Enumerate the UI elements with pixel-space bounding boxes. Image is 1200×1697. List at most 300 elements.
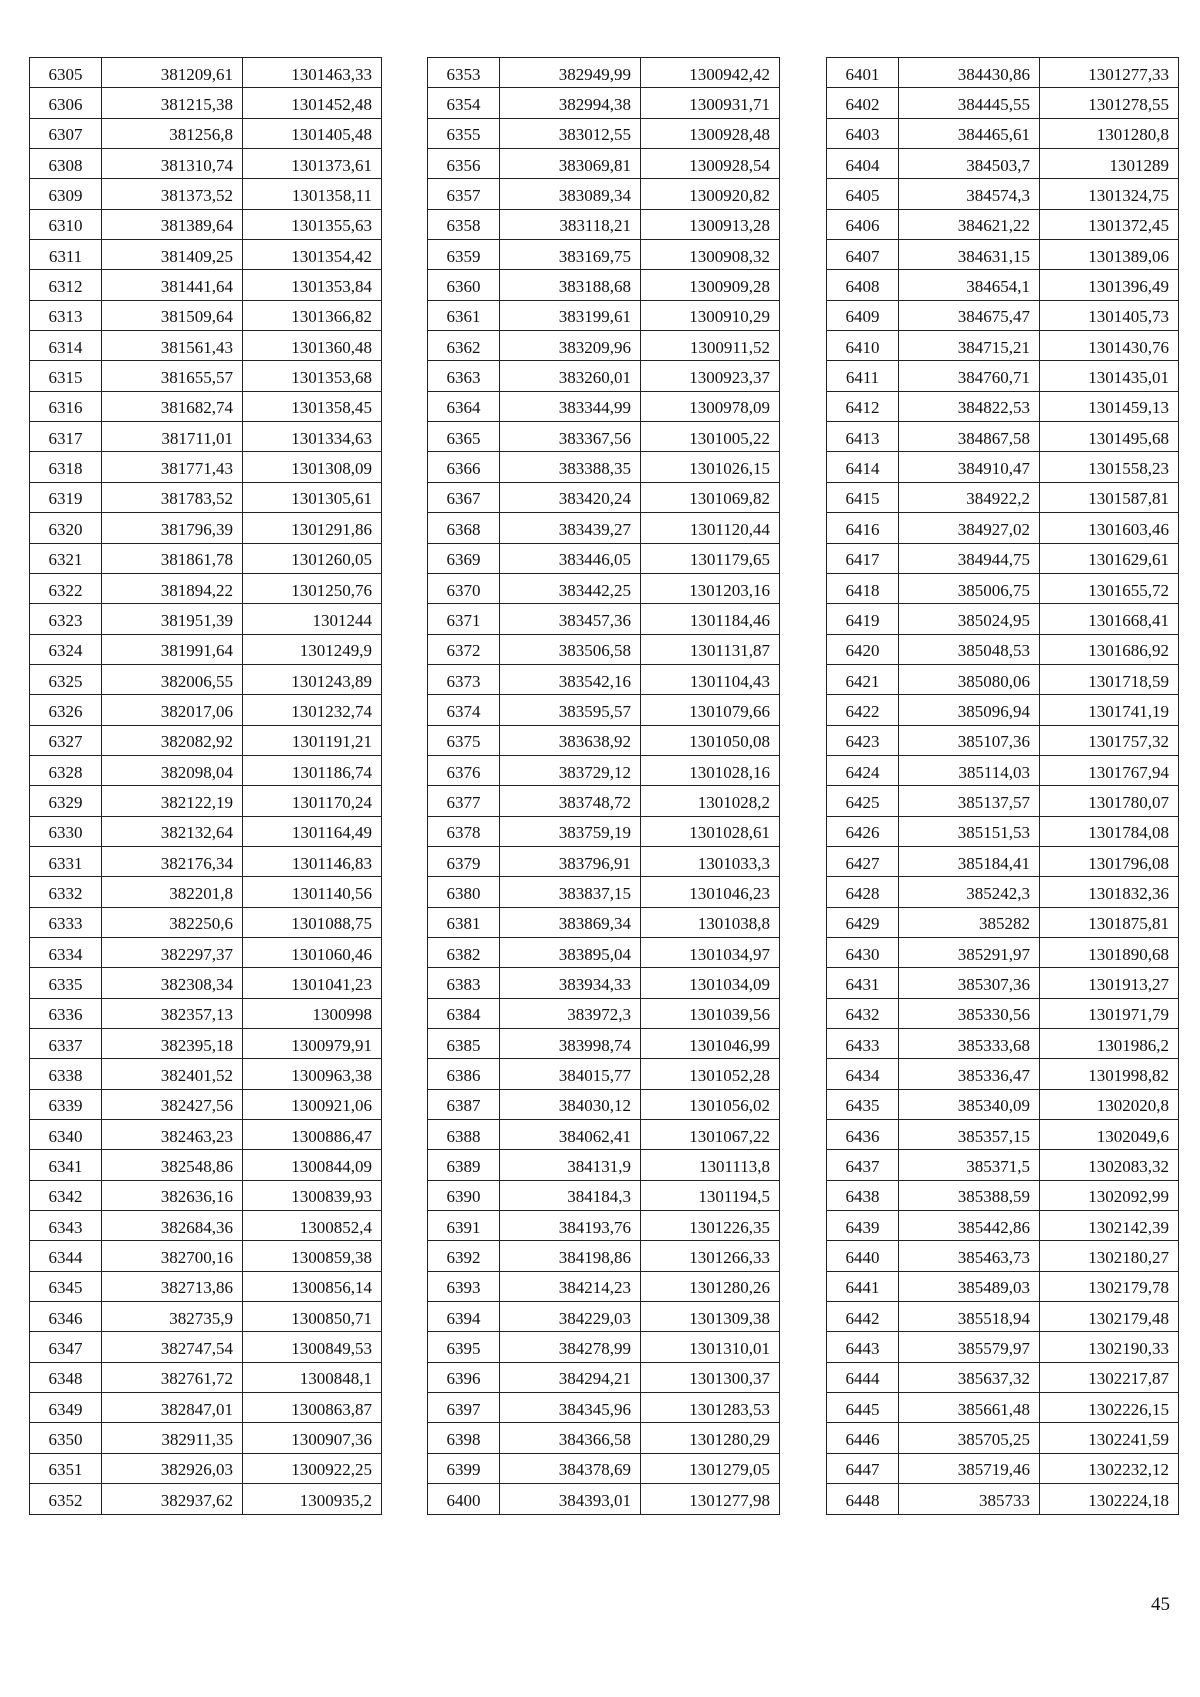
x-coordinate-cell: 382713,86 bbox=[102, 1271, 243, 1301]
x-coordinate-cell: 381991,64 bbox=[102, 634, 243, 664]
table-row bbox=[827, 1120, 1179, 1150]
y-coordinate-cell: 1301060,46 bbox=[243, 937, 382, 967]
table-row bbox=[428, 118, 780, 148]
x-coordinate-cell: 382098,04 bbox=[102, 755, 243, 785]
x-coordinate-cell: 381894,22 bbox=[102, 573, 243, 603]
point-number-cell: 6432 bbox=[827, 998, 899, 1028]
y-coordinate-cell: 1300928,54 bbox=[641, 149, 780, 179]
table-row bbox=[827, 1211, 1179, 1241]
point-number-cell: 6430 bbox=[827, 937, 899, 967]
x-coordinate-cell: 385151,53 bbox=[899, 816, 1040, 846]
x-coordinate-cell: 384574,3 bbox=[899, 179, 1040, 209]
point-number-cell: 6381 bbox=[428, 907, 500, 937]
x-coordinate-cell: 383439,27 bbox=[500, 513, 641, 543]
y-coordinate-cell: 1300931,71 bbox=[641, 88, 780, 118]
point-number-cell: 6339 bbox=[30, 1089, 102, 1119]
point-number-cell: 6419 bbox=[827, 604, 899, 634]
y-coordinate-cell: 1302217,87 bbox=[1040, 1362, 1179, 1392]
table-row bbox=[30, 1059, 382, 1089]
table-row bbox=[428, 543, 780, 573]
table-row bbox=[827, 695, 1179, 725]
y-coordinate-cell: 1300935,2 bbox=[243, 1484, 382, 1514]
table-row bbox=[30, 968, 382, 998]
point-number-cell: 6425 bbox=[827, 786, 899, 816]
x-coordinate-cell: 385388,59 bbox=[899, 1180, 1040, 1210]
y-coordinate-cell: 1301629,61 bbox=[1040, 543, 1179, 573]
table-row bbox=[428, 331, 780, 361]
y-coordinate-cell: 1301558,23 bbox=[1040, 452, 1179, 482]
table-row bbox=[428, 209, 780, 239]
point-number-cell: 6416 bbox=[827, 513, 899, 543]
point-number-cell: 6426 bbox=[827, 816, 899, 846]
table-row bbox=[30, 1393, 382, 1423]
table-row bbox=[428, 1332, 780, 1362]
point-number-cell: 6384 bbox=[428, 998, 500, 1028]
x-coordinate-cell: 384030,12 bbox=[500, 1089, 641, 1119]
x-coordinate-cell: 384654,1 bbox=[899, 270, 1040, 300]
y-coordinate-cell: 1301069,82 bbox=[641, 482, 780, 512]
x-coordinate-cell: 384715,21 bbox=[899, 331, 1040, 361]
x-coordinate-cell: 385114,03 bbox=[899, 755, 1040, 785]
x-coordinate-cell: 385357,15 bbox=[899, 1120, 1040, 1150]
y-coordinate-cell: 1301780,07 bbox=[1040, 786, 1179, 816]
table-row bbox=[827, 877, 1179, 907]
table-row bbox=[30, 634, 382, 664]
point-number-cell: 6319 bbox=[30, 482, 102, 512]
y-coordinate-cell: 1300920,82 bbox=[641, 179, 780, 209]
table-row bbox=[30, 846, 382, 876]
point-number-cell: 6405 bbox=[827, 179, 899, 209]
y-coordinate-cell: 1300963,38 bbox=[243, 1059, 382, 1089]
point-number-cell: 6361 bbox=[428, 300, 500, 330]
x-coordinate-cell: 381215,38 bbox=[102, 88, 243, 118]
y-coordinate-cell: 1300886,47 bbox=[243, 1120, 382, 1150]
point-number-cell: 6323 bbox=[30, 604, 102, 634]
coordinate-table-body bbox=[30, 58, 382, 1515]
point-number-cell: 6414 bbox=[827, 452, 899, 482]
table-row bbox=[30, 725, 382, 755]
point-number-cell: 6394 bbox=[428, 1302, 500, 1332]
point-number-cell: 6399 bbox=[428, 1453, 500, 1483]
y-coordinate-cell: 1301767,94 bbox=[1040, 755, 1179, 785]
x-coordinate-cell: 383729,12 bbox=[500, 755, 641, 785]
table-row bbox=[827, 452, 1179, 482]
y-coordinate-cell: 1300922,25 bbox=[243, 1453, 382, 1483]
y-coordinate-cell: 1301278,55 bbox=[1040, 88, 1179, 118]
x-coordinate-cell: 383895,04 bbox=[500, 937, 641, 967]
y-coordinate-cell: 1301120,44 bbox=[641, 513, 780, 543]
x-coordinate-cell: 384445,55 bbox=[899, 88, 1040, 118]
coordinate-table-1 bbox=[29, 57, 382, 1515]
x-coordinate-cell: 381951,39 bbox=[102, 604, 243, 634]
x-coordinate-cell: 385096,94 bbox=[899, 695, 1040, 725]
table-row bbox=[428, 604, 780, 634]
point-number-cell: 6345 bbox=[30, 1271, 102, 1301]
y-coordinate-cell: 1300921,06 bbox=[243, 1089, 382, 1119]
y-coordinate-cell: 1301034,97 bbox=[641, 937, 780, 967]
point-number-cell: 6367 bbox=[428, 482, 500, 512]
table-row bbox=[827, 482, 1179, 512]
table-row bbox=[827, 422, 1179, 452]
table-row bbox=[827, 664, 1179, 694]
table-row bbox=[30, 1453, 382, 1483]
x-coordinate-cell: 385442,86 bbox=[899, 1211, 1040, 1241]
y-coordinate-cell: 1300908,32 bbox=[641, 240, 780, 270]
point-number-cell: 6347 bbox=[30, 1332, 102, 1362]
point-number-cell: 6407 bbox=[827, 240, 899, 270]
x-coordinate-cell: 384621,22 bbox=[899, 209, 1040, 239]
table-row bbox=[30, 1362, 382, 1392]
y-coordinate-cell: 1301890,68 bbox=[1040, 937, 1179, 967]
coordinate-table-body bbox=[428, 58, 780, 1515]
x-coordinate-cell: 382636,16 bbox=[102, 1180, 243, 1210]
y-coordinate-cell: 1301603,46 bbox=[1040, 513, 1179, 543]
y-coordinate-cell: 1301913,27 bbox=[1040, 968, 1179, 998]
point-number-cell: 6377 bbox=[428, 786, 500, 816]
table-row bbox=[428, 1089, 780, 1119]
table-row bbox=[30, 513, 382, 543]
table-row bbox=[827, 968, 1179, 998]
x-coordinate-cell: 383089,34 bbox=[500, 179, 641, 209]
x-coordinate-cell: 383972,3 bbox=[500, 998, 641, 1028]
x-coordinate-cell: 383209,96 bbox=[500, 331, 641, 361]
x-coordinate-cell: 385307,36 bbox=[899, 968, 1040, 998]
table-row bbox=[30, 149, 382, 179]
point-number-cell: 6349 bbox=[30, 1393, 102, 1423]
point-number-cell: 6360 bbox=[428, 270, 500, 300]
x-coordinate-cell: 383069,81 bbox=[500, 149, 641, 179]
point-number-cell: 6344 bbox=[30, 1241, 102, 1271]
point-number-cell: 6373 bbox=[428, 664, 500, 694]
y-coordinate-cell: 1301232,74 bbox=[243, 695, 382, 725]
point-number-cell: 6370 bbox=[428, 573, 500, 603]
point-number-cell: 6343 bbox=[30, 1211, 102, 1241]
x-coordinate-cell: 383542,16 bbox=[500, 664, 641, 694]
x-coordinate-cell: 384910,47 bbox=[899, 452, 1040, 482]
y-coordinate-cell: 1301358,45 bbox=[243, 391, 382, 421]
x-coordinate-cell: 385107,36 bbox=[899, 725, 1040, 755]
x-coordinate-cell: 381256,8 bbox=[102, 118, 243, 148]
x-coordinate-cell: 384214,23 bbox=[500, 1271, 641, 1301]
y-coordinate-cell: 1302179,48 bbox=[1040, 1302, 1179, 1332]
x-coordinate-cell: 384198,86 bbox=[500, 1241, 641, 1271]
table-row bbox=[30, 209, 382, 239]
table-row bbox=[827, 513, 1179, 543]
y-coordinate-cell: 1300979,91 bbox=[243, 1029, 382, 1059]
table-row bbox=[428, 1393, 780, 1423]
y-coordinate-cell: 1301131,87 bbox=[641, 634, 780, 664]
point-number-cell: 6366 bbox=[428, 452, 500, 482]
x-coordinate-cell: 384675,47 bbox=[899, 300, 1040, 330]
table-row bbox=[30, 907, 382, 937]
y-coordinate-cell: 1301334,63 bbox=[243, 422, 382, 452]
x-coordinate-cell: 384922,2 bbox=[899, 482, 1040, 512]
point-number-cell: 6439 bbox=[827, 1211, 899, 1241]
x-coordinate-cell: 382463,23 bbox=[102, 1120, 243, 1150]
point-number-cell: 6368 bbox=[428, 513, 500, 543]
x-coordinate-cell: 384430,86 bbox=[899, 58, 1040, 88]
x-coordinate-cell: 382926,03 bbox=[102, 1453, 243, 1483]
table-row bbox=[428, 786, 780, 816]
point-number-cell: 6440 bbox=[827, 1241, 899, 1271]
table-row bbox=[827, 1029, 1179, 1059]
point-number-cell: 6387 bbox=[428, 1089, 500, 1119]
table-row bbox=[30, 695, 382, 725]
table-row bbox=[428, 1211, 780, 1241]
table-row bbox=[827, 755, 1179, 785]
point-number-cell: 6315 bbox=[30, 361, 102, 391]
y-coordinate-cell: 1301310,01 bbox=[641, 1332, 780, 1362]
table-row bbox=[428, 1271, 780, 1301]
x-coordinate-cell: 383169,75 bbox=[500, 240, 641, 270]
point-number-cell: 6388 bbox=[428, 1120, 500, 1150]
point-number-cell: 6437 bbox=[827, 1150, 899, 1180]
y-coordinate-cell: 1301986,2 bbox=[1040, 1029, 1179, 1059]
point-number-cell: 6434 bbox=[827, 1059, 899, 1089]
x-coordinate-cell: 382250,6 bbox=[102, 907, 243, 937]
table-row bbox=[428, 1362, 780, 1392]
y-coordinate-cell: 1301260,05 bbox=[243, 543, 382, 573]
table-row bbox=[827, 391, 1179, 421]
table-row bbox=[428, 1120, 780, 1150]
point-number-cell: 6327 bbox=[30, 725, 102, 755]
x-coordinate-cell: 381771,43 bbox=[102, 452, 243, 482]
point-number-cell: 6333 bbox=[30, 907, 102, 937]
table-row bbox=[827, 1453, 1179, 1483]
table-row bbox=[428, 1150, 780, 1180]
point-number-cell: 6357 bbox=[428, 179, 500, 209]
table-row bbox=[428, 634, 780, 664]
x-coordinate-cell: 382176,34 bbox=[102, 846, 243, 876]
table-row bbox=[827, 1302, 1179, 1332]
point-number-cell: 6423 bbox=[827, 725, 899, 755]
point-number-cell: 6382 bbox=[428, 937, 500, 967]
x-coordinate-cell: 383998,74 bbox=[500, 1029, 641, 1059]
x-coordinate-cell: 385184,41 bbox=[899, 846, 1040, 876]
x-coordinate-cell: 382911,35 bbox=[102, 1423, 243, 1453]
point-number-cell: 6320 bbox=[30, 513, 102, 543]
table-row bbox=[827, 937, 1179, 967]
y-coordinate-cell: 1301354,42 bbox=[243, 240, 382, 270]
table-row bbox=[30, 482, 382, 512]
x-coordinate-cell: 383420,24 bbox=[500, 482, 641, 512]
table-row bbox=[30, 816, 382, 846]
x-coordinate-cell: 383367,56 bbox=[500, 422, 641, 452]
y-coordinate-cell: 1301686,92 bbox=[1040, 634, 1179, 664]
y-coordinate-cell: 1301300,37 bbox=[641, 1362, 780, 1392]
point-number-cell: 6371 bbox=[428, 604, 500, 634]
table-row bbox=[827, 240, 1179, 270]
y-coordinate-cell: 1301283,53 bbox=[641, 1393, 780, 1423]
x-coordinate-cell: 385006,75 bbox=[899, 573, 1040, 603]
table-row bbox=[827, 1393, 1179, 1423]
point-number-cell: 6316 bbox=[30, 391, 102, 421]
x-coordinate-cell: 381441,64 bbox=[102, 270, 243, 300]
x-coordinate-cell: 385518,94 bbox=[899, 1302, 1040, 1332]
y-coordinate-cell: 1302232,12 bbox=[1040, 1453, 1179, 1483]
y-coordinate-cell: 1301279,05 bbox=[641, 1453, 780, 1483]
point-number-cell: 6341 bbox=[30, 1150, 102, 1180]
table-row bbox=[428, 1302, 780, 1332]
x-coordinate-cell: 382847,01 bbox=[102, 1393, 243, 1423]
y-coordinate-cell: 1301067,22 bbox=[641, 1120, 780, 1150]
point-number-cell: 6314 bbox=[30, 331, 102, 361]
table-row bbox=[30, 391, 382, 421]
y-coordinate-cell: 1301028,2 bbox=[641, 786, 780, 816]
y-coordinate-cell: 1301046,99 bbox=[641, 1029, 780, 1059]
y-coordinate-cell: 1301971,79 bbox=[1040, 998, 1179, 1028]
point-number-cell: 6318 bbox=[30, 452, 102, 482]
point-number-cell: 6356 bbox=[428, 149, 500, 179]
x-coordinate-cell: 383199,61 bbox=[500, 300, 641, 330]
table-row bbox=[428, 482, 780, 512]
point-number-cell: 6369 bbox=[428, 543, 500, 573]
table-row bbox=[428, 695, 780, 725]
table-row bbox=[827, 118, 1179, 148]
y-coordinate-cell: 1301757,32 bbox=[1040, 725, 1179, 755]
table-row bbox=[30, 240, 382, 270]
point-number-cell: 6383 bbox=[428, 968, 500, 998]
y-coordinate-cell: 1301005,22 bbox=[641, 422, 780, 452]
x-coordinate-cell: 385024,95 bbox=[899, 604, 1040, 634]
x-coordinate-cell: 383012,55 bbox=[500, 118, 641, 148]
table-row bbox=[428, 573, 780, 603]
table-row bbox=[428, 907, 780, 937]
x-coordinate-cell: 382401,52 bbox=[102, 1059, 243, 1089]
table-row bbox=[30, 331, 382, 361]
y-coordinate-cell: 1300978,09 bbox=[641, 391, 780, 421]
table-row bbox=[30, 270, 382, 300]
x-coordinate-cell: 382122,19 bbox=[102, 786, 243, 816]
x-coordinate-cell: 383796,91 bbox=[500, 846, 641, 876]
point-number-cell: 6308 bbox=[30, 149, 102, 179]
table-row bbox=[827, 786, 1179, 816]
point-number-cell: 6358 bbox=[428, 209, 500, 239]
x-coordinate-cell: 384760,71 bbox=[899, 361, 1040, 391]
y-coordinate-cell: 1301373,61 bbox=[243, 149, 382, 179]
point-number-cell: 6421 bbox=[827, 664, 899, 694]
point-number-cell: 6364 bbox=[428, 391, 500, 421]
x-coordinate-cell: 385333,68 bbox=[899, 1029, 1040, 1059]
point-number-cell: 6409 bbox=[827, 300, 899, 330]
x-coordinate-cell: 382427,56 bbox=[102, 1089, 243, 1119]
y-coordinate-cell: 1301266,33 bbox=[641, 1241, 780, 1271]
table-row bbox=[428, 179, 780, 209]
y-coordinate-cell: 1301039,56 bbox=[641, 998, 780, 1028]
y-coordinate-cell: 1301170,24 bbox=[243, 786, 382, 816]
point-number-cell: 6321 bbox=[30, 543, 102, 573]
y-coordinate-cell: 1300923,37 bbox=[641, 361, 780, 391]
point-number-cell: 6431 bbox=[827, 968, 899, 998]
x-coordinate-cell: 385719,46 bbox=[899, 1453, 1040, 1483]
point-number-cell: 6445 bbox=[827, 1393, 899, 1423]
point-number-cell: 6365 bbox=[428, 422, 500, 452]
table-row bbox=[428, 1423, 780, 1453]
point-number-cell: 6433 bbox=[827, 1029, 899, 1059]
point-number-cell: 6389 bbox=[428, 1150, 500, 1180]
y-coordinate-cell: 1300856,14 bbox=[243, 1271, 382, 1301]
table-row bbox=[827, 270, 1179, 300]
point-number-cell: 6422 bbox=[827, 695, 899, 725]
table-row bbox=[827, 998, 1179, 1028]
y-coordinate-cell: 1301291,86 bbox=[243, 513, 382, 543]
table-row bbox=[30, 877, 382, 907]
y-coordinate-cell: 1301405,73 bbox=[1040, 300, 1179, 330]
x-coordinate-cell: 384184,3 bbox=[500, 1180, 641, 1210]
table-row bbox=[827, 1059, 1179, 1089]
y-coordinate-cell: 1301324,75 bbox=[1040, 179, 1179, 209]
y-coordinate-cell: 1301164,49 bbox=[243, 816, 382, 846]
table-row bbox=[428, 88, 780, 118]
y-coordinate-cell: 1302179,78 bbox=[1040, 1271, 1179, 1301]
y-coordinate-cell: 1300849,53 bbox=[243, 1332, 382, 1362]
y-coordinate-cell: 1302180,27 bbox=[1040, 1241, 1179, 1271]
table-row bbox=[428, 937, 780, 967]
point-number-cell: 6376 bbox=[428, 755, 500, 785]
point-number-cell: 6362 bbox=[428, 331, 500, 361]
x-coordinate-cell: 381373,52 bbox=[102, 179, 243, 209]
table-row bbox=[827, 331, 1179, 361]
x-coordinate-cell: 381561,43 bbox=[102, 331, 243, 361]
point-number-cell: 6379 bbox=[428, 846, 500, 876]
x-coordinate-cell: 385048,53 bbox=[899, 634, 1040, 664]
y-coordinate-cell: 1301372,45 bbox=[1040, 209, 1179, 239]
x-coordinate-cell: 385705,25 bbox=[899, 1423, 1040, 1453]
y-coordinate-cell: 1301463,33 bbox=[243, 58, 382, 88]
x-coordinate-cell: 381783,52 bbox=[102, 482, 243, 512]
table-row bbox=[30, 118, 382, 148]
point-number-cell: 6392 bbox=[428, 1241, 500, 1271]
y-coordinate-cell: 1301289 bbox=[1040, 149, 1179, 179]
point-number-cell: 6351 bbox=[30, 1453, 102, 1483]
table-row bbox=[30, 937, 382, 967]
table-row bbox=[827, 846, 1179, 876]
x-coordinate-cell: 381655,57 bbox=[102, 361, 243, 391]
y-coordinate-cell: 1301875,81 bbox=[1040, 907, 1179, 937]
y-coordinate-cell: 1301435,01 bbox=[1040, 361, 1179, 391]
point-number-cell: 6442 bbox=[827, 1302, 899, 1332]
point-number-cell: 6328 bbox=[30, 755, 102, 785]
table-row bbox=[827, 634, 1179, 664]
x-coordinate-cell: 383748,72 bbox=[500, 786, 641, 816]
y-coordinate-cell: 1300839,93 bbox=[243, 1180, 382, 1210]
y-coordinate-cell: 1301396,49 bbox=[1040, 270, 1179, 300]
x-coordinate-cell: 383344,99 bbox=[500, 391, 641, 421]
x-coordinate-cell: 381796,39 bbox=[102, 513, 243, 543]
point-number-cell: 6448 bbox=[827, 1484, 899, 1514]
x-coordinate-cell: 382937,62 bbox=[102, 1484, 243, 1514]
y-coordinate-cell: 1300863,87 bbox=[243, 1393, 382, 1423]
x-coordinate-cell: 383759,19 bbox=[500, 816, 641, 846]
point-number-cell: 6402 bbox=[827, 88, 899, 118]
table-row bbox=[827, 816, 1179, 846]
point-number-cell: 6408 bbox=[827, 270, 899, 300]
y-coordinate-cell: 1301668,41 bbox=[1040, 604, 1179, 634]
table-row bbox=[827, 58, 1179, 88]
table-row bbox=[30, 1180, 382, 1210]
y-coordinate-cell: 1300852,4 bbox=[243, 1211, 382, 1241]
y-coordinate-cell: 1301309,38 bbox=[641, 1302, 780, 1332]
coordinate-table-3 bbox=[826, 57, 1179, 1515]
table-row bbox=[428, 300, 780, 330]
table-row bbox=[827, 907, 1179, 937]
table-row bbox=[428, 816, 780, 846]
table-row bbox=[827, 361, 1179, 391]
point-number-cell: 6420 bbox=[827, 634, 899, 664]
point-number-cell: 6346 bbox=[30, 1302, 102, 1332]
point-number-cell: 6307 bbox=[30, 118, 102, 148]
y-coordinate-cell: 1302226,15 bbox=[1040, 1393, 1179, 1423]
